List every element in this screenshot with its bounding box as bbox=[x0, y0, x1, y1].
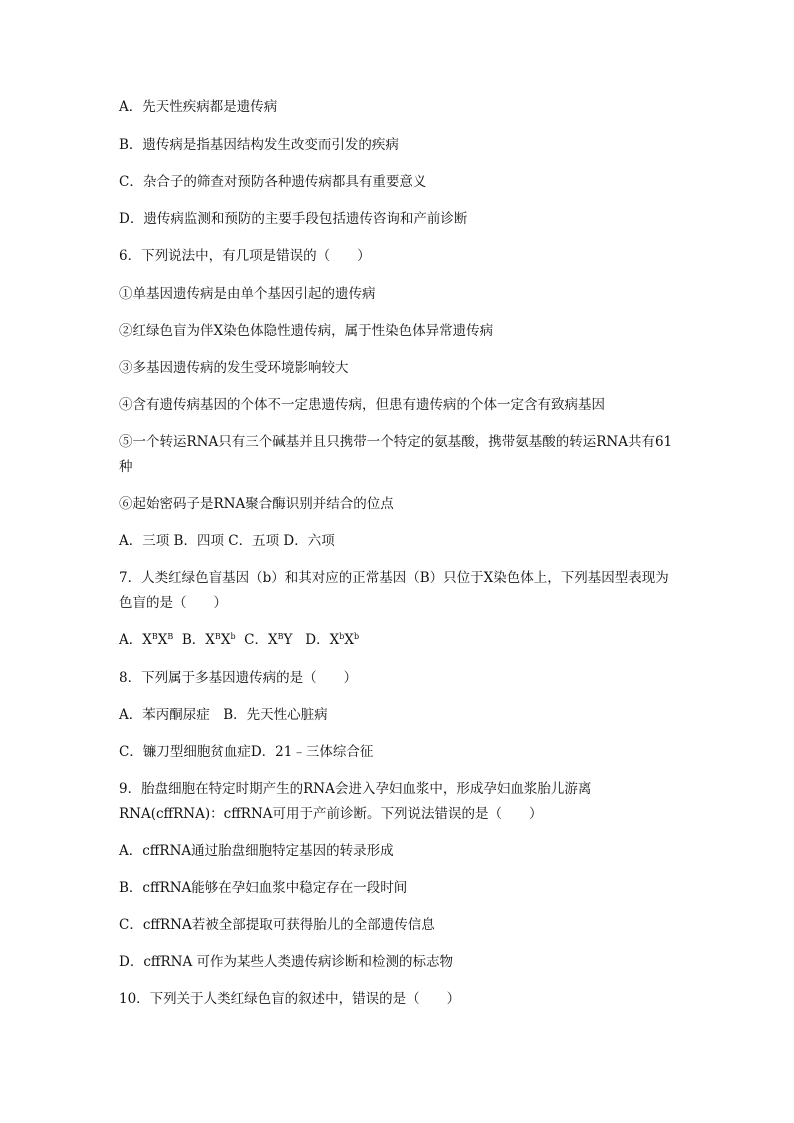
q6-statement-1: ①单基因遗传病是由单个基因引起的遗传病 bbox=[119, 286, 376, 302]
q5-option-a: A．先天性疾病都是遗传病 bbox=[119, 99, 278, 115]
q9-option-a: A．cffRNA通过胎盘细胞特定基因的转录形成 bbox=[119, 843, 394, 859]
q9-option-b: B．cffRNA能够在孕妇血浆中稳定存在一段时间 bbox=[119, 880, 408, 896]
q6-stem: 6．下列说法中，有几项是错误的（ ） bbox=[119, 248, 371, 264]
q8-stem: 8．下列属于多基因遗传病的是（ ） bbox=[119, 670, 358, 686]
q7-option-b: B．$X^BX^b$ bbox=[181, 632, 236, 648]
q9-option-d: D．cffRNA 可作为某些人类遗传病诊断和检测的标志物 bbox=[119, 954, 453, 970]
q5-option-d: D．遗传病监测和预防的主要手段包括遗传咨询和产前诊断 bbox=[119, 211, 468, 227]
q9-option-c: C．cffRNA若被全部提取可获得胎儿的全部遗传信息 bbox=[119, 917, 435, 933]
q8-options-cd: C．镰刀型细胞贫血症D．21﹣三体综合征 bbox=[119, 744, 374, 760]
q7-options bbox=[119, 630, 679, 650]
q6-statement-5: ⑤一个转运RNA只有三个碱基并且只携带一个特定的氨基酸，携带氨基酸的转运RNA共有61种 bbox=[119, 434, 673, 475]
q6-statement-6: ⑥起始密码子是RNA聚合酶识别并结合的位点 bbox=[119, 496, 394, 512]
q9-stem: 9．胎盘细胞在特定时期产生的RNA会进入孕妇血浆中，形成孕妇血浆胎儿游离RNA(cffRNA)：cffRNA可用于产前诊断。下列说法错误的是（ ） bbox=[119, 781, 592, 822]
q6-statement-2: ②红绿色盲为伴X染色体隐性遗传病，属于性染色体异常遗传病 bbox=[119, 323, 494, 339]
q7-option-a: A．$X^BX^B$ bbox=[119, 632, 174, 648]
q6-statement-4: ④含有遗传病基因的个体不一定患遗传病，但患有遗传病的个体一定含有致病基因 bbox=[119, 397, 605, 413]
q7-option-d: D．$X^bX^b$ bbox=[305, 632, 360, 648]
q8-options-ab: A．苯丙酮尿症 B．先天性心脏病 bbox=[119, 707, 328, 723]
q5-option-c: C．杂合子的筛查对预防各种遗传病都具有重要意义 bbox=[119, 174, 427, 190]
q5-option-b: B．遗传病是指基因结构发生改变而引发的疾病 bbox=[119, 137, 399, 153]
q7-stem: 7．人类红绿色盲基因（b）和其对应的正常基因（B）只位于X染色体上，下列基因型表现为色盲的是（ ） bbox=[119, 570, 669, 611]
q7-option-c: C．$X^BY$ bbox=[244, 632, 293, 648]
q6-statement-3: ③多基因遗传病的发生受环境影响较大 bbox=[119, 360, 349, 376]
q10-stem: 10．下列关于人类红绿色盲的叙述中，错误的是（ ） bbox=[119, 991, 461, 1007]
q6-options: A．三项 B．四项 C．五项 D．六项 bbox=[119, 533, 335, 549]
